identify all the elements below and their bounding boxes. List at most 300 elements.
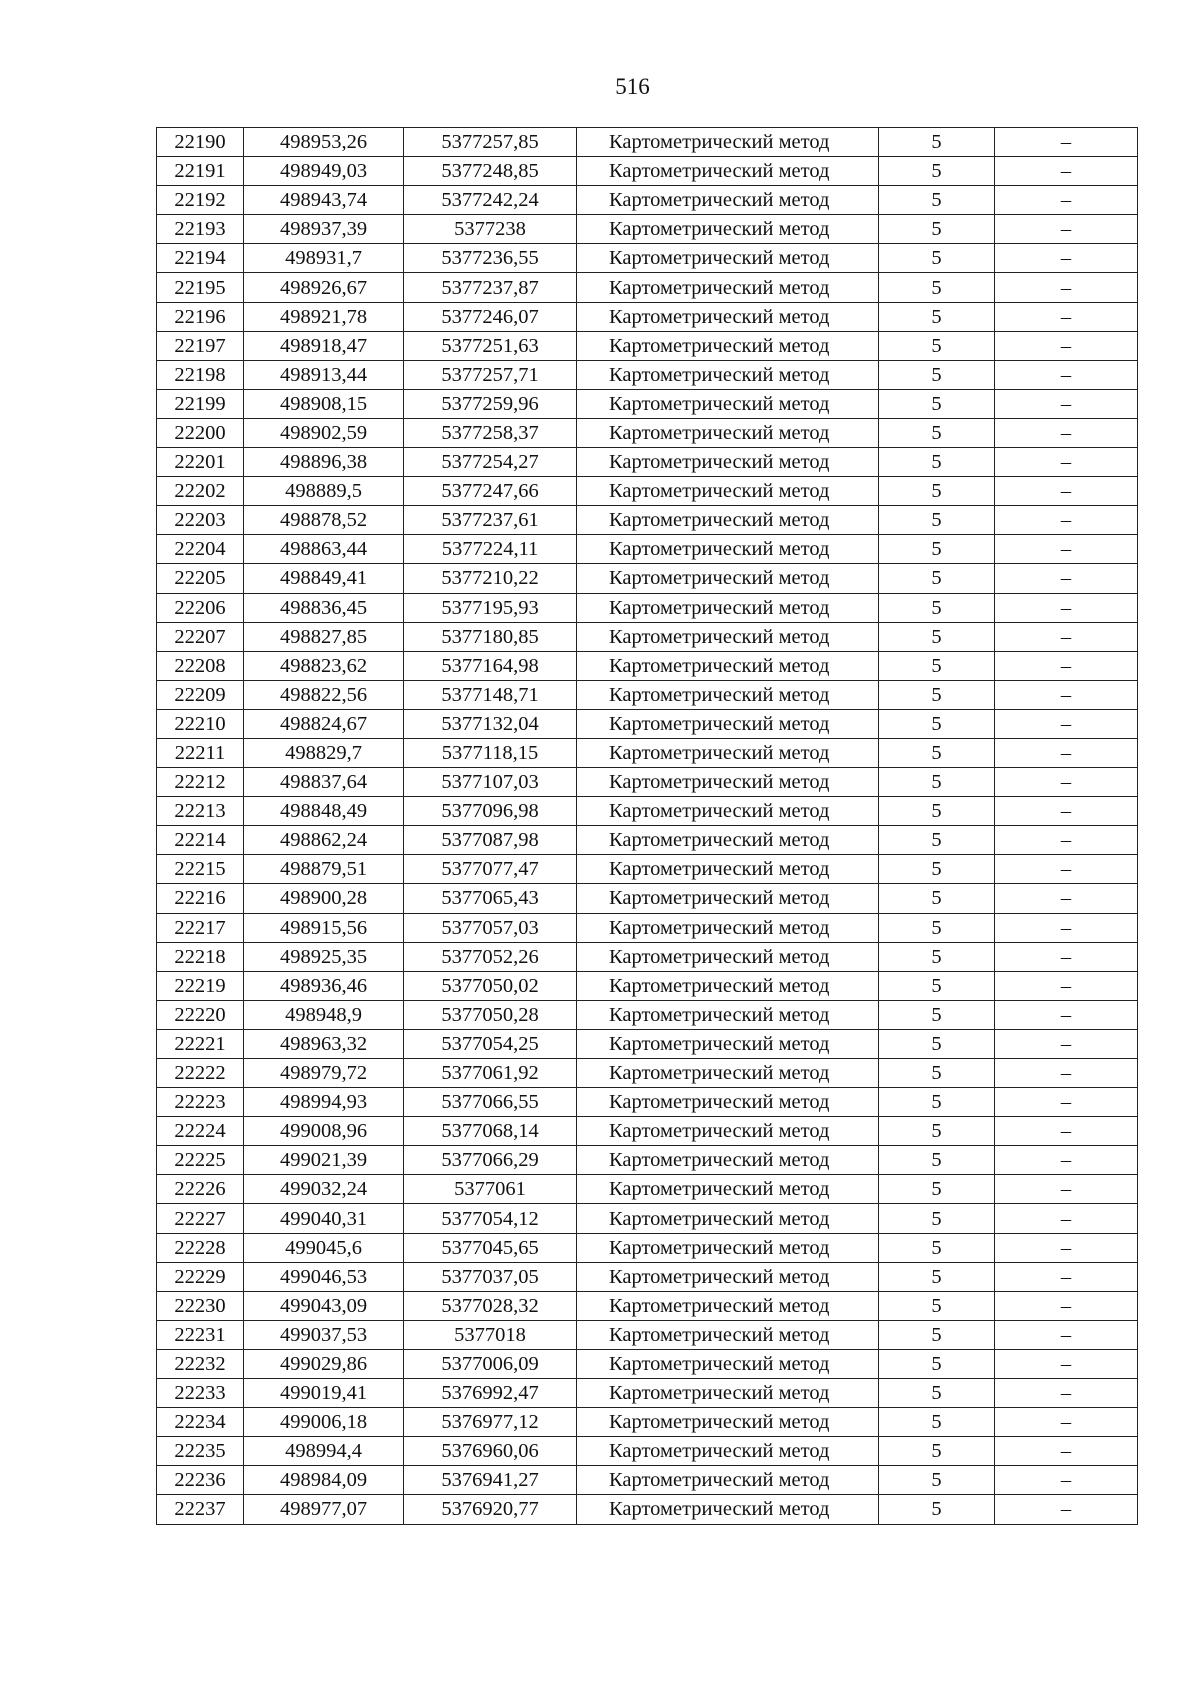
x-coordinate-cell: 498953,26 <box>244 128 404 157</box>
y-coordinate-cell: 5377237,87 <box>404 273 577 302</box>
point-number-cell: 22204 <box>157 535 244 564</box>
table-row <box>157 1059 1138 1088</box>
table-row <box>157 186 1138 215</box>
note-cell: – <box>995 1495 1138 1524</box>
method-cell: Картометрический метод <box>577 826 879 855</box>
note-cell: – <box>995 1000 1138 1029</box>
point-number-cell: 22227 <box>157 1204 244 1233</box>
table-row <box>157 1117 1138 1146</box>
table-row <box>157 1204 1138 1233</box>
accuracy-cell: 5 <box>879 331 995 360</box>
method-cell: Картометрический метод <box>577 1466 879 1495</box>
table-row <box>157 244 1138 273</box>
method-cell: Картометрический метод <box>577 709 879 738</box>
table-row <box>157 1262 1138 1291</box>
note-cell: – <box>995 1233 1138 1262</box>
x-coordinate-cell: 498902,59 <box>244 418 404 447</box>
table-row <box>157 1408 1138 1437</box>
accuracy-cell: 5 <box>879 1146 995 1175</box>
note-cell: – <box>995 1146 1138 1175</box>
note-cell: – <box>995 331 1138 360</box>
x-coordinate-cell: 498848,49 <box>244 797 404 826</box>
y-coordinate-cell: 5377006,09 <box>404 1349 577 1378</box>
accuracy-cell: 5 <box>879 157 995 186</box>
method-cell: Картометрический метод <box>577 1379 879 1408</box>
y-coordinate-cell: 5377018 <box>404 1320 577 1349</box>
accuracy-cell: 5 <box>879 1291 995 1320</box>
accuracy-cell: 5 <box>879 1262 995 1291</box>
accuracy-cell: 5 <box>879 1233 995 1262</box>
y-coordinate-cell: 5377066,29 <box>404 1146 577 1175</box>
y-coordinate-cell: 5377195,93 <box>404 593 577 622</box>
method-cell: Картометрический метод <box>577 1437 879 1466</box>
method-cell: Картометрический метод <box>577 1117 879 1146</box>
point-number-cell: 22216 <box>157 884 244 913</box>
note-cell: – <box>995 1291 1138 1320</box>
point-number-cell: 22191 <box>157 157 244 186</box>
accuracy-cell: 5 <box>879 1320 995 1349</box>
method-cell: Картометрический метод <box>577 273 879 302</box>
point-number-cell: 22214 <box>157 826 244 855</box>
accuracy-cell: 5 <box>879 564 995 593</box>
point-number-cell: 22208 <box>157 651 244 680</box>
table-row <box>157 1320 1138 1349</box>
y-coordinate-cell: 5376977,12 <box>404 1408 577 1437</box>
x-coordinate-cell: 498994,93 <box>244 1088 404 1117</box>
x-coordinate-cell: 498913,44 <box>244 360 404 389</box>
point-number-cell: 22209 <box>157 680 244 709</box>
note-cell: – <box>995 913 1138 942</box>
accuracy-cell: 5 <box>879 244 995 273</box>
x-coordinate-cell: 499008,96 <box>244 1117 404 1146</box>
point-number-cell: 22221 <box>157 1029 244 1058</box>
x-coordinate-cell: 498948,9 <box>244 1000 404 1029</box>
note-cell: – <box>995 302 1138 331</box>
x-coordinate-cell: 498908,15 <box>244 389 404 418</box>
point-number-cell: 22222 <box>157 1059 244 1088</box>
x-coordinate-cell: 498823,62 <box>244 651 404 680</box>
table-row <box>157 331 1138 360</box>
x-coordinate-cell: 499046,53 <box>244 1262 404 1291</box>
method-cell: Картометрический метод <box>577 448 879 477</box>
point-number-cell: 22232 <box>157 1349 244 1378</box>
table-row <box>157 128 1138 157</box>
accuracy-cell: 5 <box>879 651 995 680</box>
point-number-cell: 22196 <box>157 302 244 331</box>
accuracy-cell: 5 <box>879 884 995 913</box>
point-number-cell: 22197 <box>157 331 244 360</box>
point-number-cell: 22231 <box>157 1320 244 1349</box>
table-row <box>157 1146 1138 1175</box>
method-cell: Картометрический метод <box>577 797 879 826</box>
x-coordinate-cell: 498889,5 <box>244 477 404 506</box>
accuracy-cell: 5 <box>879 1466 995 1495</box>
y-coordinate-cell: 5377258,37 <box>404 418 577 447</box>
point-number-cell: 22194 <box>157 244 244 273</box>
y-coordinate-cell: 5377050,28 <box>404 1000 577 1029</box>
point-number-cell: 22235 <box>157 1437 244 1466</box>
note-cell: – <box>995 535 1138 564</box>
note-cell: – <box>995 797 1138 826</box>
note-cell: – <box>995 1320 1138 1349</box>
x-coordinate-cell: 499043,09 <box>244 1291 404 1320</box>
x-coordinate-cell: 498949,03 <box>244 157 404 186</box>
accuracy-cell: 5 <box>879 1029 995 1058</box>
x-coordinate-cell: 498936,46 <box>244 971 404 1000</box>
table-row <box>157 971 1138 1000</box>
method-cell: Картометрический метод <box>577 564 879 593</box>
accuracy-cell: 5 <box>879 360 995 389</box>
y-coordinate-cell: 5377077,47 <box>404 855 577 884</box>
method-cell: Картометрический метод <box>577 418 879 447</box>
y-coordinate-cell: 5377164,98 <box>404 651 577 680</box>
point-number-cell: 22236 <box>157 1466 244 1495</box>
note-cell: – <box>995 1175 1138 1204</box>
table-row <box>157 302 1138 331</box>
accuracy-cell: 5 <box>879 448 995 477</box>
method-cell: Картометрический метод <box>577 1000 879 1029</box>
point-number-cell: 22195 <box>157 273 244 302</box>
accuracy-cell: 5 <box>879 1088 995 1117</box>
table-row <box>157 1088 1138 1117</box>
accuracy-cell: 5 <box>879 1059 995 1088</box>
y-coordinate-cell: 5377224,11 <box>404 535 577 564</box>
y-coordinate-cell: 5377061 <box>404 1175 577 1204</box>
method-cell: Картометрический метод <box>577 1204 879 1233</box>
y-coordinate-cell: 5377028,32 <box>404 1291 577 1320</box>
table-row <box>157 157 1138 186</box>
point-number-cell: 22210 <box>157 709 244 738</box>
method-cell: Картометрический метод <box>577 128 879 157</box>
accuracy-cell: 5 <box>879 1495 995 1524</box>
y-coordinate-cell: 5377107,03 <box>404 768 577 797</box>
method-cell: Картометрический метод <box>577 477 879 506</box>
point-number-cell: 22228 <box>157 1233 244 1262</box>
accuracy-cell: 5 <box>879 535 995 564</box>
y-coordinate-cell: 5377050,02 <box>404 971 577 1000</box>
y-coordinate-cell: 5377180,85 <box>404 622 577 651</box>
note-cell: – <box>995 448 1138 477</box>
accuracy-cell: 5 <box>879 768 995 797</box>
coordinates-table-body <box>157 128 1138 1525</box>
point-number-cell: 22207 <box>157 622 244 651</box>
x-coordinate-cell: 499021,39 <box>244 1146 404 1175</box>
note-cell: – <box>995 1204 1138 1233</box>
point-number-cell: 22201 <box>157 448 244 477</box>
accuracy-cell: 5 <box>879 826 995 855</box>
note-cell: – <box>995 1262 1138 1291</box>
table-row <box>157 1233 1138 1262</box>
y-coordinate-cell: 5377248,85 <box>404 157 577 186</box>
accuracy-cell: 5 <box>879 506 995 535</box>
method-cell: Картометрический метод <box>577 1349 879 1378</box>
method-cell: Картометрический метод <box>577 651 879 680</box>
accuracy-cell: 5 <box>879 593 995 622</box>
note-cell: – <box>995 244 1138 273</box>
point-number-cell: 22215 <box>157 855 244 884</box>
note-cell: – <box>995 215 1138 244</box>
accuracy-cell: 5 <box>879 477 995 506</box>
note-cell: – <box>995 1349 1138 1378</box>
method-cell: Картометрический метод <box>577 1175 879 1204</box>
table-row <box>157 535 1138 564</box>
accuracy-cell: 5 <box>879 1437 995 1466</box>
x-coordinate-cell: 498977,07 <box>244 1495 404 1524</box>
accuracy-cell: 5 <box>879 1349 995 1378</box>
x-coordinate-cell: 499006,18 <box>244 1408 404 1437</box>
x-coordinate-cell: 498829,7 <box>244 738 404 767</box>
accuracy-cell: 5 <box>879 680 995 709</box>
method-cell: Картометрический метод <box>577 331 879 360</box>
y-coordinate-cell: 5376941,27 <box>404 1466 577 1495</box>
x-coordinate-cell: 499037,53 <box>244 1320 404 1349</box>
point-number-cell: 22200 <box>157 418 244 447</box>
table-row <box>157 360 1138 389</box>
method-cell: Картометрический метод <box>577 1233 879 1262</box>
note-cell: – <box>995 622 1138 651</box>
x-coordinate-cell: 498937,39 <box>244 215 404 244</box>
note-cell: – <box>995 157 1138 186</box>
x-coordinate-cell: 499029,86 <box>244 1349 404 1378</box>
method-cell: Картометрический метод <box>577 1088 879 1117</box>
note-cell: – <box>995 738 1138 767</box>
y-coordinate-cell: 5377066,55 <box>404 1088 577 1117</box>
accuracy-cell: 5 <box>879 418 995 447</box>
table-row <box>157 1029 1138 1058</box>
note-cell: – <box>995 360 1138 389</box>
y-coordinate-cell: 5377236,55 <box>404 244 577 273</box>
table-row <box>157 651 1138 680</box>
x-coordinate-cell: 498918,47 <box>244 331 404 360</box>
y-coordinate-cell: 5377242,24 <box>404 186 577 215</box>
table-row <box>157 826 1138 855</box>
x-coordinate-cell: 498963,32 <box>244 1029 404 1058</box>
accuracy-cell: 5 <box>879 128 995 157</box>
accuracy-cell: 5 <box>879 1408 995 1437</box>
table-row <box>157 477 1138 506</box>
method-cell: Картометрический метод <box>577 1059 879 1088</box>
page-number: 516 <box>615 74 650 99</box>
note-cell: – <box>995 1437 1138 1466</box>
y-coordinate-cell: 5377259,96 <box>404 389 577 418</box>
note-cell: – <box>995 709 1138 738</box>
point-number-cell: 22211 <box>157 738 244 767</box>
method-cell: Картометрический метод <box>577 157 879 186</box>
y-coordinate-cell: 5376992,47 <box>404 1379 577 1408</box>
y-coordinate-cell: 5377148,71 <box>404 680 577 709</box>
table-row <box>157 942 1138 971</box>
table-row <box>157 593 1138 622</box>
x-coordinate-cell: 498836,45 <box>244 593 404 622</box>
table-row <box>157 1379 1138 1408</box>
table-row <box>157 564 1138 593</box>
accuracy-cell: 5 <box>879 942 995 971</box>
table-row <box>157 1291 1138 1320</box>
accuracy-cell: 5 <box>879 913 995 942</box>
y-coordinate-cell: 5377087,98 <box>404 826 577 855</box>
x-coordinate-cell: 498921,78 <box>244 302 404 331</box>
note-cell: – <box>995 389 1138 418</box>
table-row <box>157 273 1138 302</box>
point-number-cell: 22193 <box>157 215 244 244</box>
point-number-cell: 22225 <box>157 1146 244 1175</box>
coordinates-table <box>156 127 1138 1525</box>
y-coordinate-cell: 5377132,04 <box>404 709 577 738</box>
point-number-cell: 22233 <box>157 1379 244 1408</box>
method-cell: Картометрический метод <box>577 738 879 767</box>
method-cell: Картометрический метод <box>577 971 879 1000</box>
x-coordinate-cell: 499032,24 <box>244 1175 404 1204</box>
accuracy-cell: 5 <box>879 215 995 244</box>
x-coordinate-cell: 499040,31 <box>244 1204 404 1233</box>
table-row <box>157 448 1138 477</box>
x-coordinate-cell: 498879,51 <box>244 855 404 884</box>
note-cell: – <box>995 855 1138 884</box>
table-row <box>157 1175 1138 1204</box>
method-cell: Картометрический метод <box>577 1029 879 1058</box>
note-cell: – <box>995 506 1138 535</box>
accuracy-cell: 5 <box>879 273 995 302</box>
y-coordinate-cell: 5377237,61 <box>404 506 577 535</box>
note-cell: – <box>995 564 1138 593</box>
point-number-cell: 22220 <box>157 1000 244 1029</box>
x-coordinate-cell: 498863,44 <box>244 535 404 564</box>
note-cell: – <box>995 971 1138 1000</box>
point-number-cell: 22229 <box>157 1262 244 1291</box>
note-cell: – <box>995 768 1138 797</box>
point-number-cell: 22217 <box>157 913 244 942</box>
note-cell: – <box>995 1379 1138 1408</box>
table-row <box>157 1437 1138 1466</box>
x-coordinate-cell: 498994,4 <box>244 1437 404 1466</box>
method-cell: Картометрический метод <box>577 506 879 535</box>
y-coordinate-cell: 5377118,15 <box>404 738 577 767</box>
x-coordinate-cell: 498943,74 <box>244 186 404 215</box>
table-row <box>157 709 1138 738</box>
y-coordinate-cell: 5377254,27 <box>404 448 577 477</box>
note-cell: – <box>995 1466 1138 1495</box>
method-cell: Картометрический метод <box>577 942 879 971</box>
point-number-cell: 22202 <box>157 477 244 506</box>
method-cell: Картометрический метод <box>577 1408 879 1437</box>
x-coordinate-cell: 498926,67 <box>244 273 404 302</box>
method-cell: Картометрический метод <box>577 593 879 622</box>
table-row <box>157 884 1138 913</box>
point-number-cell: 22206 <box>157 593 244 622</box>
point-number-cell: 22199 <box>157 389 244 418</box>
accuracy-cell: 5 <box>879 622 995 651</box>
method-cell: Картометрический метод <box>577 535 879 564</box>
x-coordinate-cell: 498878,52 <box>244 506 404 535</box>
table-row <box>157 1000 1138 1029</box>
note-cell: – <box>995 1408 1138 1437</box>
note-cell: – <box>995 1059 1138 1088</box>
x-coordinate-cell: 498931,7 <box>244 244 404 273</box>
method-cell: Картометрический метод <box>577 884 879 913</box>
method-cell: Картометрический метод <box>577 244 879 273</box>
y-coordinate-cell: 5377246,07 <box>404 302 577 331</box>
table-row <box>157 418 1138 447</box>
accuracy-cell: 5 <box>879 1379 995 1408</box>
y-coordinate-cell: 5376960,06 <box>404 1437 577 1466</box>
point-number-cell: 22218 <box>157 942 244 971</box>
table-row <box>157 1466 1138 1495</box>
x-coordinate-cell: 498925,35 <box>244 942 404 971</box>
x-coordinate-cell: 498822,56 <box>244 680 404 709</box>
x-coordinate-cell: 498862,24 <box>244 826 404 855</box>
x-coordinate-cell: 498915,56 <box>244 913 404 942</box>
x-coordinate-cell: 499045,6 <box>244 1233 404 1262</box>
table-row <box>157 738 1138 767</box>
y-coordinate-cell: 5377247,66 <box>404 477 577 506</box>
note-cell: – <box>995 1088 1138 1117</box>
point-number-cell: 22212 <box>157 768 244 797</box>
note-cell: – <box>995 273 1138 302</box>
table-row <box>157 768 1138 797</box>
note-cell: – <box>995 186 1138 215</box>
table-row <box>157 797 1138 826</box>
y-coordinate-cell: 5377065,43 <box>404 884 577 913</box>
point-number-cell: 22223 <box>157 1088 244 1117</box>
y-coordinate-cell: 5377045,65 <box>404 1233 577 1262</box>
point-number-cell: 22230 <box>157 1291 244 1320</box>
method-cell: Картометрический метод <box>577 1146 879 1175</box>
point-number-cell: 22224 <box>157 1117 244 1146</box>
y-coordinate-cell: 5377096,98 <box>404 797 577 826</box>
point-number-cell: 22219 <box>157 971 244 1000</box>
point-number-cell: 22213 <box>157 797 244 826</box>
point-number-cell: 22205 <box>157 564 244 593</box>
method-cell: Картометрический метод <box>577 768 879 797</box>
y-coordinate-cell: 5377210,22 <box>404 564 577 593</box>
point-number-cell: 22190 <box>157 128 244 157</box>
method-cell: Картометрический метод <box>577 1320 879 1349</box>
method-cell: Картометрический метод <box>577 680 879 709</box>
table-row <box>157 1349 1138 1378</box>
y-coordinate-cell: 5377238 <box>404 215 577 244</box>
accuracy-cell: 5 <box>879 389 995 418</box>
y-coordinate-cell: 5377257,71 <box>404 360 577 389</box>
accuracy-cell: 5 <box>879 186 995 215</box>
x-coordinate-cell: 498849,41 <box>244 564 404 593</box>
note-cell: – <box>995 418 1138 447</box>
x-coordinate-cell: 499019,41 <box>244 1379 404 1408</box>
method-cell: Картометрический метод <box>577 622 879 651</box>
note-cell: – <box>995 826 1138 855</box>
note-cell: – <box>995 593 1138 622</box>
method-cell: Картометрический метод <box>577 389 879 418</box>
accuracy-cell: 5 <box>879 1175 995 1204</box>
point-number-cell: 22234 <box>157 1408 244 1437</box>
x-coordinate-cell: 498979,72 <box>244 1059 404 1088</box>
x-coordinate-cell: 498837,64 <box>244 768 404 797</box>
note-cell: – <box>995 477 1138 506</box>
method-cell: Картометрический метод <box>577 1495 879 1524</box>
accuracy-cell: 5 <box>879 855 995 884</box>
table-row <box>157 622 1138 651</box>
method-cell: Картометрический метод <box>577 360 879 389</box>
y-coordinate-cell: 5377257,85 <box>404 128 577 157</box>
method-cell: Картометрический метод <box>577 1262 879 1291</box>
accuracy-cell: 5 <box>879 302 995 331</box>
accuracy-cell: 5 <box>879 738 995 767</box>
method-cell: Картометрический метод <box>577 215 879 244</box>
point-number-cell: 22203 <box>157 506 244 535</box>
accuracy-cell: 5 <box>879 971 995 1000</box>
point-number-cell: 22237 <box>157 1495 244 1524</box>
method-cell: Картометрический метод <box>577 855 879 884</box>
y-coordinate-cell: 5377061,92 <box>404 1059 577 1088</box>
